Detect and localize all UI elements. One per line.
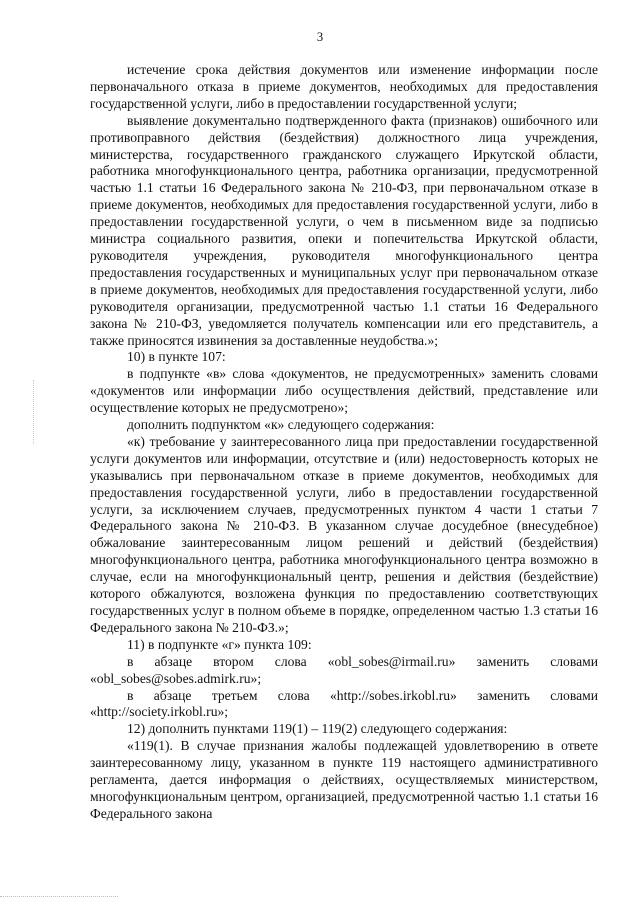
paragraph: 10) в пункте 107: — [127, 349, 226, 365]
paragraph: в подпункте «в» слова «документов, не предусмотренных» заменить словами «документов или информации либо осуществления действий, представление или осуществление которых не предусмотрено»; — [90, 366, 598, 416]
document-body — [90, 62, 598, 823]
page-number: 3 — [316, 30, 324, 44]
paragraph: 12) дополнить пунктами 119(1) – 119(2) следующего содержания: — [127, 721, 508, 737]
paragraph: в абзаце втором слова «obl_sobes@irmail.ru» заменить словами «obl_sobes@sobes.admirk.ru»; — [90, 653, 598, 686]
paragraph: выявление документально подтвержденного факта (признаков) ошибочного или противоправного действия (бездействия) должностного лица учреждения, министерства, государственного гражданского служащего Иркутской области, работника многофункционального центра, работника организации, предусмотренной частью 1.1 статьи 16 Федерального закона № 210-ФЗ, при первоначальном отказе в приеме документов, необходимых для предоставления государственной услуги, либо в предоставлении государственной услуги, о чем в письменном виде за подписью министра социального развития, опеки и попечительства Иркутской области, руководителя учреждения, руководителя многофункционального центра предоставления государственных и муниципальных услуг при первоначальном отказе в приеме документов, необходимых для предоставления государственной услуги, либо руководителя организации, предусмотренной частью 1.1 статьи 16 Федерального закона № 210-ФЗ, уведомляется получатель компенсации или его представитель, а также приносятся извинения за доставленные неудобства.»; — [90, 112, 598, 348]
paragraph: «119(1). В случае признания жалобы подлежащей удовлетворению в ответе заинтересованному лицу, указанном в пункте 119 настоящего административного регламента, дается информация о действиях, осуществляемых министерством, многофункциональным центром, организацией, предусмотренной частью 1.1 статьи 16 Федерального закона — [90, 738, 598, 821]
margin-mark — [33, 380, 35, 444]
paragraph: истечение срока действия документов или изменение информации после первоначального отказа в приеме документов, необходимых для предоставления государственной услуги, либо в предоставлении государственной услуги; — [90, 62, 598, 111]
paragraph: в абзаце третьем слова «http://sobes.irkobl.ru» заменить словами «http://society.irkobl.ru»; — [90, 687, 598, 720]
paragraph: 11) в подпункте «г» пункта 109: — [127, 636, 312, 652]
paragraph: «к) требование у заинтересованного лица при предоставлении государственной услуги документов или информации, отсутствие и (или) недостоверность которых не указывались при первоначальном отказе в приеме документов, необходимых для предоставления государственной услуги, либо в предоставлении государственной услуги, за исключением случаев, предусмотренных пунктом 4 части 1 статьи 7 Федерального закона № 210-ФЗ. В указанном случае досудебное (внесудебное) обжалование заинтересованным лицом решений и действий (бездействия) многофункционального центра, работника многофункционального центра возможно в случае, если на многофункциональный центр, решения и действия (бездействие) которого обжалуются, возложена функция по предоставлению соответствующих государственных услуг в полном объеме в порядке, определенном частью 1.3 статьи 16 Федерального закона № 210-ФЗ.»; — [90, 433, 598, 635]
footer-rule — [0, 896, 118, 897]
paragraph: дополнить подпунктом «к» следующего содержания: — [127, 417, 435, 433]
